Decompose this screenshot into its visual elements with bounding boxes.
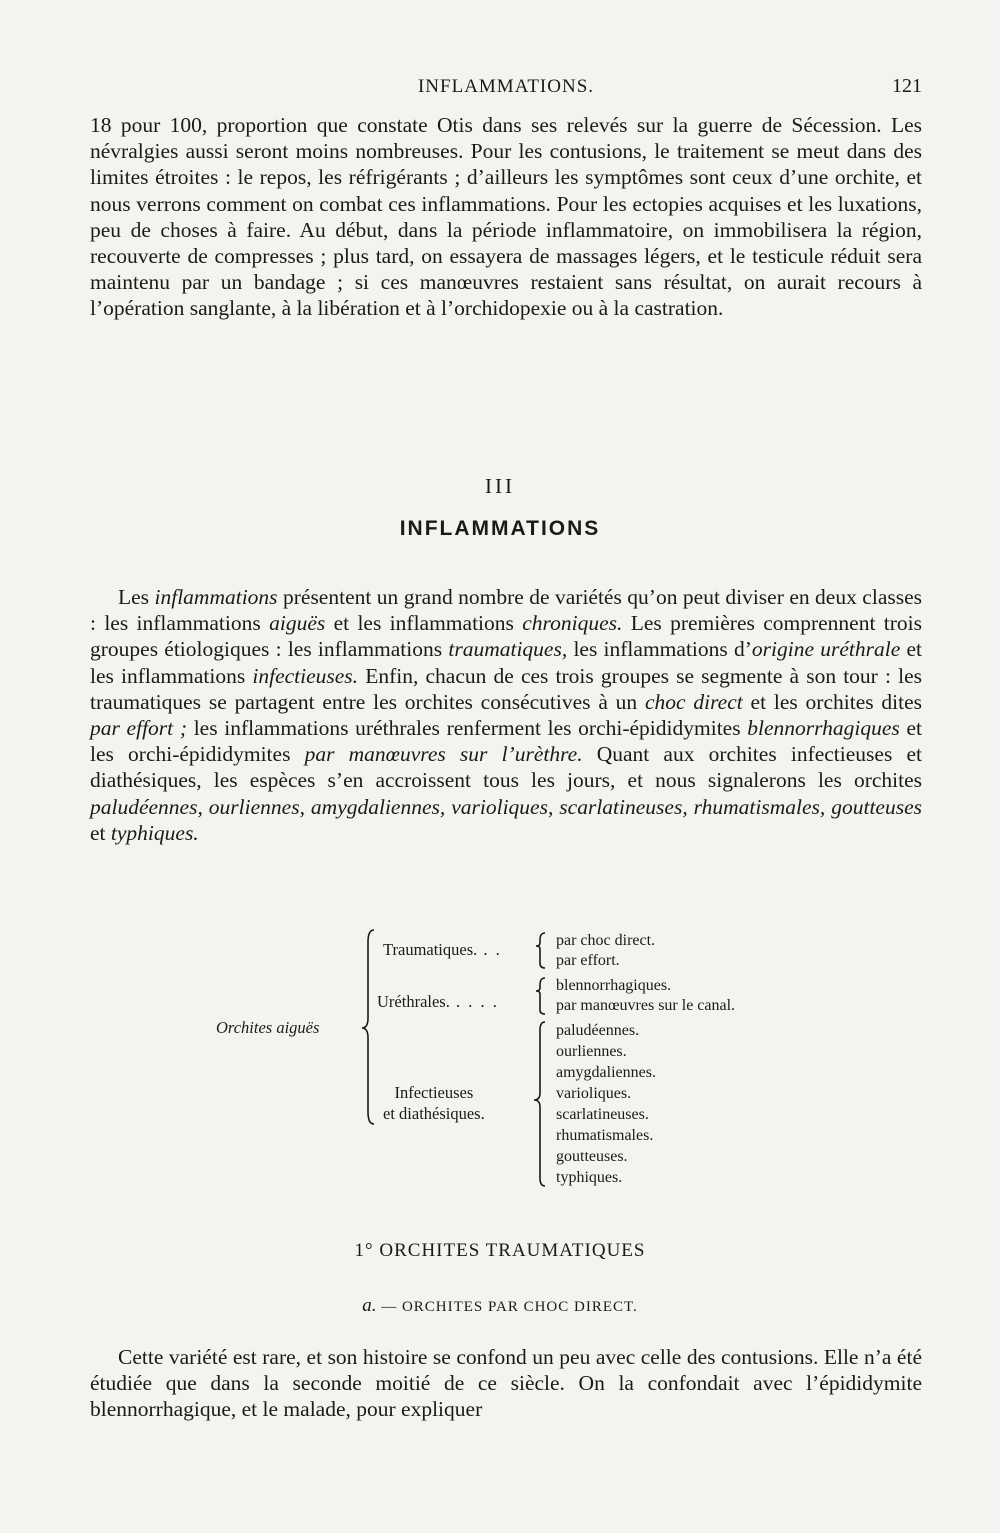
italic-run: infectieuses.: [252, 663, 359, 688]
italic-run: aiguës: [269, 611, 326, 636]
text-run: Quant aux orchites infectieuses et diathésiques, les espèces s’en accroissent tous les jours, et nous signalerons les orchites: [90, 742, 922, 793]
leaf-item: rhumatismales.: [556, 1127, 654, 1144]
leaf-item: scarlatineuses.: [556, 1106, 649, 1123]
leader-dots: . . . .: [449, 992, 499, 1011]
leader-dots: . .: [477, 940, 502, 959]
italic-run: par manœuvres sur l’urèthre.: [304, 742, 583, 767]
leaf-item: paludéennes.: [556, 1022, 640, 1039]
text-run: les inflammations d’: [567, 637, 752, 662]
paragraph-treatment: [90, 112, 922, 322]
italic-run: inflammations: [154, 585, 278, 609]
text-run: Enfin, chacun de ces trois groupes se segmente à son tour : les traumatiques se partagent entre les orchites consécutives à un: [90, 663, 922, 714]
leaf-item: typhiques.: [556, 1169, 623, 1186]
brace-infectieuses: [534, 1022, 545, 1186]
text-run: présentent un grand nombre de variétés qu’on peut diviser en deux classes : les inflammations: [90, 585, 923, 636]
italic-run: blennorrhagiques: [747, 716, 900, 741]
text-run: et les inflammations: [90, 637, 922, 688]
text-run: et les inflammations: [325, 611, 523, 636]
title-dash: —: [376, 1299, 402, 1315]
leaf-item: blennorrhagiques.: [556, 977, 672, 994]
italic-run: traumatiques,: [448, 637, 568, 662]
text-run: et les orchites dites: [742, 689, 923, 714]
brace-urethrales: [536, 978, 545, 1014]
section-title: INFLAMMATIONS: [399, 517, 601, 540]
paragraph-choc-direct: [90, 1344, 922, 1423]
text-run: Les premières comprennent trois groupes étiologiques : les inflammations: [90, 611, 923, 662]
leaf-item: par effort.: [556, 952, 620, 969]
paragraph-inflammations: [90, 584, 922, 846]
group-label-text: Traumatiques.: [383, 940, 478, 959]
leaf-item: par manœuvres sur le canal.: [556, 997, 736, 1014]
italic-run: par effort ;: [90, 716, 187, 741]
group-label-urethrales: [377, 992, 499, 1011]
italic-run: origine uréthrale: [751, 637, 901, 662]
running-head: INFLAMMATIONS.: [417, 76, 595, 97]
subsubsection-title: [0, 1295, 1000, 1317]
subsection-letter: a.: [362, 1295, 377, 1316]
text-run: les inflammations uréthrales renferment les orchi-épididymites: [187, 716, 748, 741]
group-label-line: et diathésiques.: [383, 1104, 485, 1123]
subsubsection-text: ORCHITES PAR CHOC DIRECT.: [401, 1299, 638, 1315]
leaf-item: goutteuses.: [556, 1148, 628, 1165]
italic-run: choc direct: [644, 689, 743, 714]
text-run: Cette variété est rare, et son histoire se confond un peu avec celle des contusions. Elle n’a été étudiée que dans la seconde moitié de ce siècle. On la confondait avec l’épididymite blennorrhagique, et le malade, pour expliquer: [90, 1345, 922, 1422]
leaf-item: amygdaliennes.: [556, 1064, 656, 1081]
section-number: III: [485, 474, 515, 498]
text-run: 18 pour 100, proportion que constate Otis dans ses relevés sur la guerre de Sécession. Les névralgies aussi seront moins nombreuses. Pour les contusions, le traitement se meut dans des limites étroites : le repos, les réfrigérants ; d’ailleurs les symptômes sont ceux d’une orchite, et nous verrons comment on combat ces inflammations. Pour les ectopies acquises et les luxations, peu de choses à faire. Au début, dans la période inflammatoire, on immobilisera la région, recouverte de compresses ; plus tard, on essayera de massages légers, et le testicule réduit sera maintenu par un bandage ; si ces manœuvres restaient sans résultat, on aurait recours à l’opération sanglante, à la libération et à l’orchidopexie ou à la castration.: [90, 113, 922, 321]
brace-traumatiques: [536, 933, 545, 968]
text-run: et: [90, 820, 111, 845]
page-header: [90, 72, 922, 104]
text-run: Les: [118, 585, 155, 609]
group-label-text: Uréthrales.: [377, 992, 450, 1011]
italic-run: chroniques.: [522, 611, 623, 636]
leaf-item: ourliennes.: [556, 1043, 627, 1060]
classification-root: Orchites aiguës: [216, 1018, 320, 1037]
page-number: 121: [892, 75, 922, 97]
group-label-traumatiques: [383, 940, 502, 959]
italic-run: paludéennes, ourliennes, amygdaliennes, varioliques, scarlatineuses, rhumatismales, goutteuses: [90, 794, 922, 819]
leaf-item: varioliques.: [556, 1085, 632, 1102]
group-label-line: Infectieuses: [394, 1083, 474, 1102]
subsection-title: 1° ORCHITES TRAUMATIQUES: [354, 1240, 646, 1261]
group-label-infectieuses: [383, 1082, 485, 1124]
italic-run: typhiques.: [110, 820, 199, 845]
brace-main: [362, 930, 374, 1124]
text-run: et les orchi-épididymites: [90, 716, 922, 767]
leaf-item: par choc direct.: [556, 932, 656, 949]
